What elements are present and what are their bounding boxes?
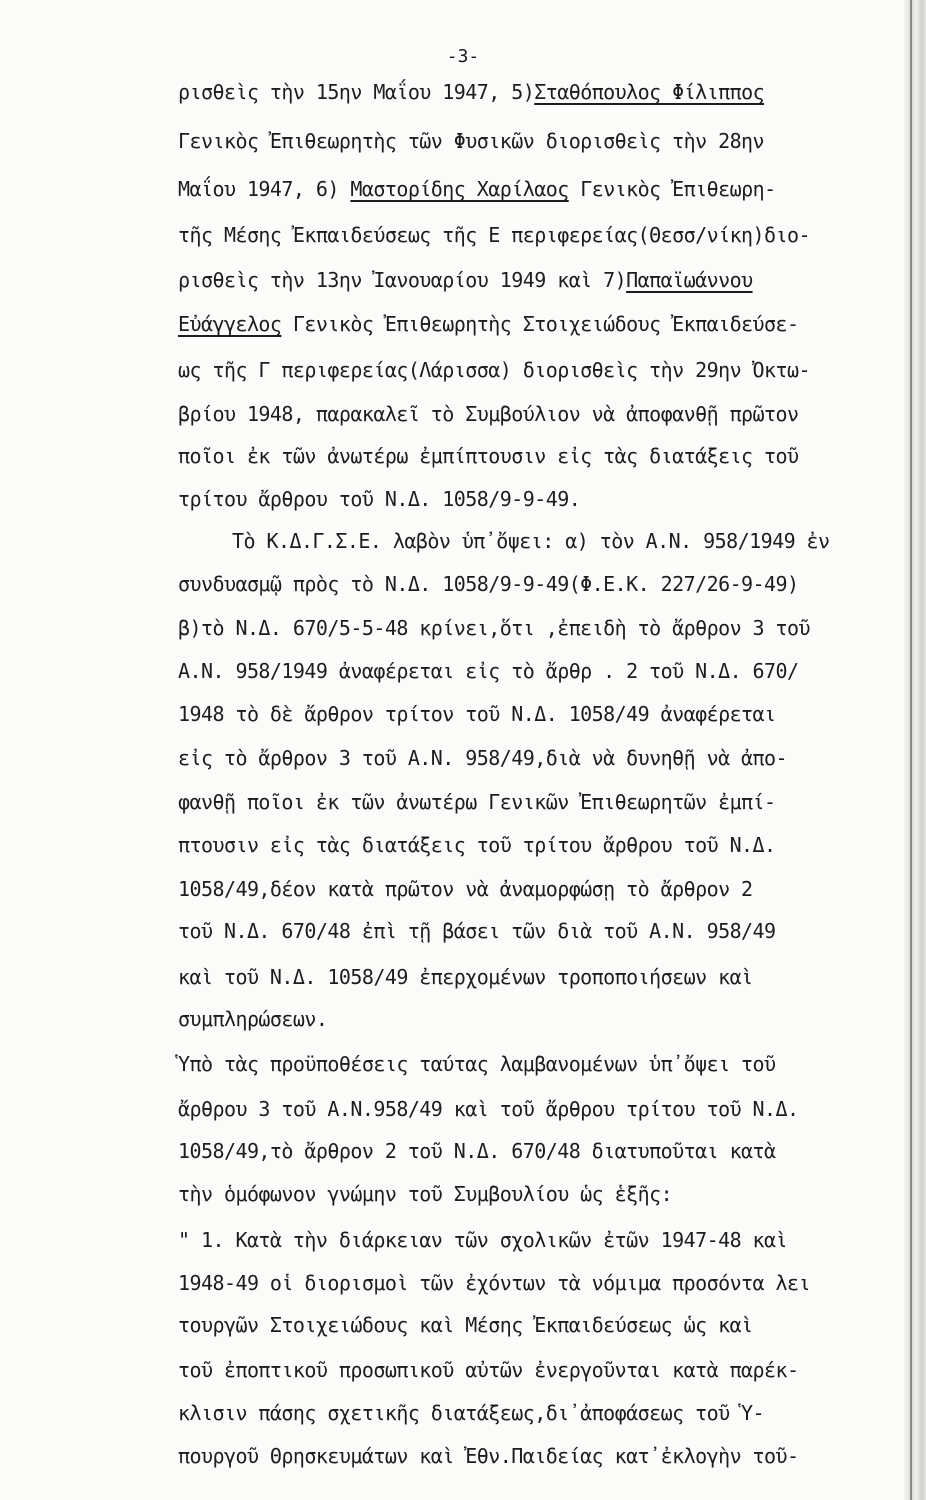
text-line [178,917,776,945]
text-line [178,1137,776,1165]
line-text: τουργῶν Στοιχειώδους καὶ Μέσης Ἐκπαιδεύσεως ὡς καὶ [178,1313,753,1337]
line-text: ἄρθρου 3 τοῦ Α.Ν.958/49 καὶ τοῦ ἄρθρου τρίτου τοῦ Ν.Δ. [178,1097,799,1121]
text-line [178,400,799,428]
text-line [178,78,764,106]
line-text: φανθῇ ποῖοι ἐκ τῶν ἀνωτέρω Γενικῶν Ἐπιθεωρητῶν ἐμπί- [178,790,776,814]
line-text: τὴν ὁμόφωνον γνώμην τοῦ Συμβουλίου ὡς ἑξῆς: [178,1182,673,1206]
text-line [178,442,799,470]
text-line [178,657,799,685]
line-text: συμπληρώσεων. [178,1007,328,1031]
line-text: Γενικὸς Ἐπιθεωρητὴς τῶν Φυσικῶν διορισθεὶς τὴν 28ην [178,129,765,153]
text-line [178,1180,672,1208]
line-text: 1948 τὸ δὲ ἄρθρον τρίτον τοῦ Ν.Δ. 1058/49 ἀναφέρεται [178,702,776,726]
line-text: τρίτου ἄρθρου τοῦ Ν.Δ. 1058/9-9-49. [178,487,581,511]
line-text: Α.Ν. 958/1949 ἀναφέρεται εἰς τὸ ἄρθρ . 2 τοῦ Ν.Δ. 670/ [178,659,799,683]
text-line [178,1005,327,1033]
line-text: β)τὸ Ν.Δ. 670/5-5-48 κρίνει,ὅτι ,ἐπειδὴ τὸ ἄρθρον 3 τοῦ [178,616,811,640]
text-line [178,963,753,991]
line-text: κλισιν πάσης σχετικῆς διατάξεως,δι᾽ἀποφάσεως τοῦ Ὑ- [178,1401,765,1425]
text-line [178,831,776,859]
line-text: καὶ τοῦ Ν.Δ. 1058/49 ἐπερχομένων τροποποιήσεων καὶ [178,965,753,989]
text-line [178,1442,799,1470]
line-text: ως τῆς Γ περιφερείας(Λάρισσα) διορισθεὶς τὴν 29ην Ὀκτω- [178,358,811,382]
text-line [178,356,810,384]
text-line [178,485,580,513]
scan-edge-line [910,0,912,1500]
line-text: εἰς τὸ ἄρθρον 3 τοῦ Α.Ν. 958/49,διὰ νὰ δυνηθῇ νὰ ἀπο- [178,746,788,770]
text-line [178,1095,799,1123]
text-line [178,1356,799,1384]
text-line [178,1399,764,1427]
text-line [178,175,776,203]
line-text: Τὸ Κ.Δ.Γ.Σ.Ε. λαβὸν ὑπ᾽ὄψει: α) τὸν Α.Ν. 958/1949 ἐν [232,529,830,553]
line-text: Μαΐου 1947, 6) [178,177,351,201]
text-line [178,788,776,816]
line-text: ρισθεὶς τὴν 13ην Ἰανουαρίου 1949 καὶ 7) [178,268,627,292]
text-line [178,614,810,642]
text-line [232,527,830,555]
line-text: τῆς Μέσης Ἐκπαιδεύσεως τῆς Ε περιφερείας(Θεσσ/νίκη)διο- [178,223,811,247]
line-text: πτουσιν εἰς τὰς διατάξεις τοῦ τρίτου ἄρθρου τοῦ Ν.Δ. [178,833,776,857]
underlined-name: Μαστορίδης Χαρίλαος [350,177,569,201]
line-text: τοῦ Ν.Δ. 670/48 ἐπὶ τῇ βάσει τῶν διὰ τοῦ Α.Ν. 958/49 [178,919,776,943]
text-line [178,875,753,903]
text-line [178,266,753,294]
line-text: πουργοῦ Θρησκευμάτων καὶ Ἐθν.Παιδείας κατ᾽ἐκλογὴν τοῦ- [178,1444,799,1468]
text-line [178,310,799,338]
line-text: βρίου 1948, παρακαλεῖ τὸ Συμβούλιον νὰ ἀποφανθῇ πρῶτον [178,402,799,426]
line-text: Γενικὸς Ἐπιθεωρητὴς Στοιχειώδους Ἐκπαιδεύσε- [281,312,799,336]
text-line [178,700,776,728]
line-text: τοῦ ἐποπτικοῦ προσωπικοῦ αὐτῶν ἐνεργοῦνται κατὰ παρέκ- [178,1358,799,1382]
scan-binding-edge [904,0,926,1500]
page-number: -3- [446,46,480,67]
line-text: " 1. Κατὰ τὴν διάρκειαν τῶν σχολικῶν ἐτῶν 1947-48 καὶ [178,1228,788,1252]
text-line [178,1050,776,1078]
underlined-name: Παπαϊωάννου [626,268,753,292]
underlined-name: Εὐάγγελος [178,312,282,336]
line-text: 1058/49,δέον κατὰ πρῶτον νὰ ἀναμορφώσῃ τὸ ἄρθρον 2 [178,877,753,901]
text-line [178,570,799,598]
text-line [178,127,764,155]
text-line [178,1226,787,1254]
text-line [178,744,787,772]
line-text: Γενικὸς Ἐπιθεωρη- [568,177,776,201]
line-text: ποῖοι ἐκ τῶν ἀνωτέρω ἐμπίπτουσιν εἰς τὰς διατάξεις τοῦ [178,444,799,468]
line-text: 1058/49,τὸ ἄρθρον 2 τοῦ Ν.Δ. 670/48 διατυποῦται κατὰ [178,1139,776,1163]
underlined-name: Σταθόπουλος Φίλιππος [534,80,765,104]
line-text: Ὑπὸ τὰς προϋποθέσεις ταύτας λαμβανομένων ὑπ᾽ὄψει τοῦ [178,1052,776,1076]
line-text: ρισθεὶς τὴν 15ην Μαΐου 1947, 5) [178,80,535,104]
text-line [178,221,810,249]
text-line [178,1311,753,1339]
line-text: συνδυασμῷ πρὸς τὸ Ν.Δ. 1058/9-9-49(Φ.Ε.Κ. 227/26-9-49) [178,572,799,596]
line-text: 1948-49 οἱ διορισμοὶ τῶν ἐχόντων τὰ νόμιμα προσόντα λει [178,1271,811,1295]
text-line [178,1269,810,1297]
